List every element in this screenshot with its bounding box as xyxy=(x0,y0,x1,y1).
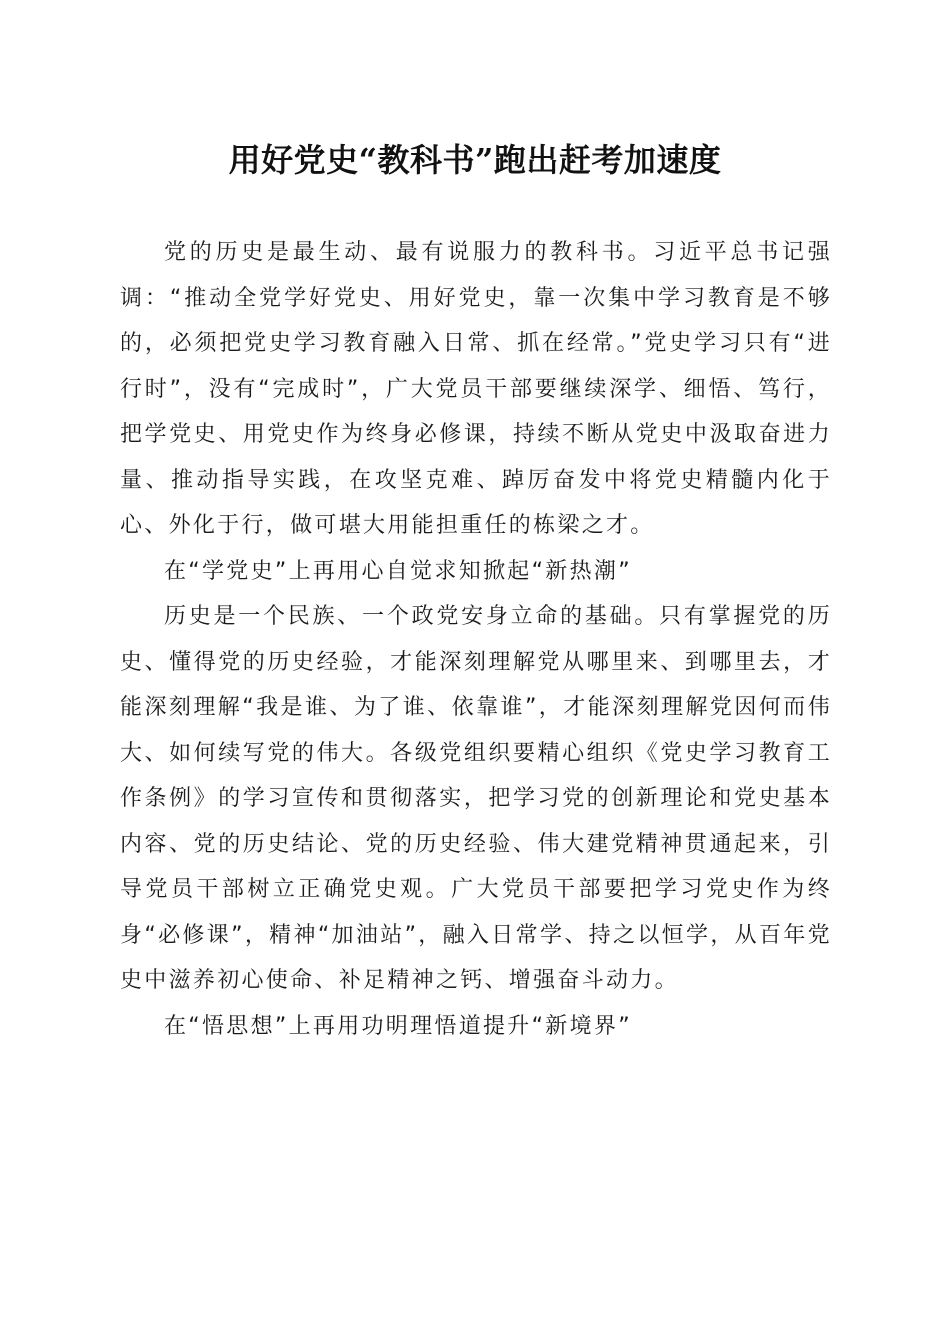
intro-paragraph: 党的历史是最生动、最有说服力的教科书。习近平总书记强调：“推动全党学好党史、用好党史，靠一次集中学习教育是不够的，必须把党史学习教育融入日常、抓在经常。”党史学习只有“进行时”，没有“完成时”，广大党员干部要继续深学、细悟、笃行，把学党史、用党史作为终身必修课，持续不断从党史中汲取奋进力量、推动指导实践，在攻坚克难、踔厉奋发中将党史精髓内化于心、外化于行，做可堪大用能担重任的栋梁之才。 xyxy=(120,240,832,538)
section-paragraph-learn-history: 历史是一个民族、一个政党安身立命的基础。只有掌握党的历史、懂得党的历史经验，才能深刻理解党从哪里来、到哪里去，才能深刻理解“我是谁、为了谁、依靠谁”，才能深刻理解党因何而伟大、如何续写党的伟大。各级党组织要精心组织《党史学习教育工作条例》的学习宣传和贯彻落实，把学习党的创新理论和党史基本内容、党的历史结论、党的历史经验、伟大建党精神贯通起来，引导党员干部树立正确党史观。广大党员干部要把学习党史作为终身“必修课”，精神“加油站”，融入日常学、持之以恒学，从百年党史中滋养初心使命、补足精神之钙、增强奋斗动力。 xyxy=(120,604,832,993)
section-heading-learn-history: 在“学党史”上再用心自觉求知掀起“新热潮” xyxy=(164,558,632,584)
document-title: 用好党史“教科书”跑出赶考加速度 xyxy=(228,141,722,179)
document-body xyxy=(120,230,832,1049)
section-heading-understand-thought: 在“悟思想”上再用功明理悟道提升“新境界” xyxy=(164,1013,632,1039)
